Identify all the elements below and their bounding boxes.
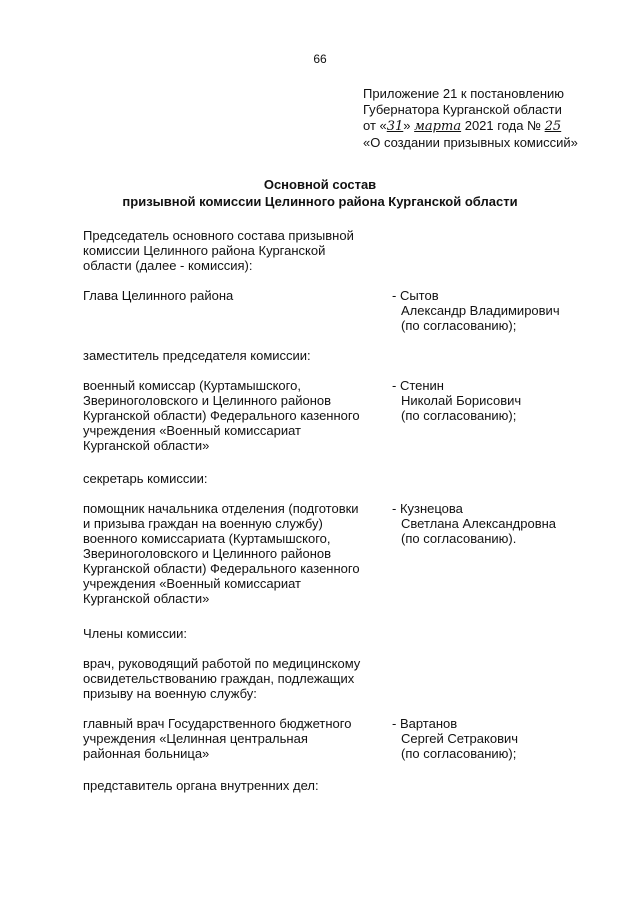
title-line-1: Основной состав bbox=[263, 177, 377, 192]
name-line: - Стенин bbox=[392, 378, 444, 393]
deputy-heading bbox=[83, 348, 383, 363]
text-line: главный врач Государственного бюджетного bbox=[83, 716, 352, 731]
text-line: Глава Целинного района bbox=[83, 288, 234, 303]
date-prefix: от « bbox=[363, 118, 387, 133]
text-line: области (далее - комиссия): bbox=[83, 258, 253, 273]
appendix-line-4: «О создании призывных комиссий» bbox=[363, 135, 578, 150]
text-line: Члены комиссии: bbox=[83, 626, 188, 641]
text-line: учреждения «Целинная центральная bbox=[83, 731, 308, 746]
text-line: районная больница» bbox=[83, 746, 210, 761]
name-line: Сергей Сетракович bbox=[401, 731, 519, 746]
text-line: комиссии Целинного района Курганской bbox=[83, 243, 326, 258]
chairman-heading bbox=[83, 228, 383, 273]
text-line: учреждения «Военный комиссариат bbox=[83, 576, 302, 591]
text-line: Курганской области) Федерального казенного bbox=[83, 408, 360, 423]
text-line: военный комиссар (Куртамышского, bbox=[83, 378, 301, 393]
doctor-heading bbox=[83, 656, 383, 701]
doctor-position bbox=[83, 716, 383, 761]
chairman-position bbox=[83, 288, 383, 303]
name-line: - Вартанов bbox=[392, 716, 458, 731]
text-line: Курганской области» bbox=[83, 591, 210, 606]
handwritten-number: 25 bbox=[544, 119, 562, 134]
name-line: (по согласованию); bbox=[401, 746, 517, 761]
appendix-header bbox=[363, 86, 578, 151]
text-line: Курганской области» bbox=[83, 438, 210, 453]
chairman-name bbox=[392, 288, 602, 333]
text-line: учреждения «Военный комиссариат bbox=[83, 423, 302, 438]
secretary-position bbox=[83, 501, 383, 606]
text-line: заместитель председателя комиссии: bbox=[83, 348, 311, 363]
text-line: освидетельствованию граждан, подлежащих bbox=[83, 671, 355, 686]
secretary-heading bbox=[83, 471, 383, 486]
name-line: Светлана Александровна bbox=[401, 516, 557, 531]
page-number: 66 bbox=[313, 52, 327, 66]
name-line: - Кузнецова bbox=[392, 501, 463, 516]
members-heading bbox=[83, 626, 383, 641]
text-line: Председатель основного состава призывной bbox=[83, 228, 354, 243]
text-line: военного комиссариата (Куртамышского, bbox=[83, 531, 331, 546]
text-line: Звериноголовского и Целинного районов bbox=[83, 393, 332, 408]
name-line: Николай Борисович bbox=[401, 393, 522, 408]
name-line: (по согласованию); bbox=[401, 408, 517, 423]
doctor-name bbox=[392, 716, 602, 761]
name-line: (по согласованию); bbox=[401, 318, 517, 333]
text-line: и призыва граждан на военную службу) bbox=[83, 516, 323, 531]
date-quote-close: » bbox=[403, 118, 411, 133]
text-line: призыву на военную службу: bbox=[83, 686, 257, 701]
text-line: помощник начальника отделения (подготовки bbox=[83, 501, 359, 516]
text-line: Курганской области) Федерального казенного bbox=[83, 561, 360, 576]
police-heading bbox=[83, 778, 383, 793]
title-line-2: призывной комиссии Целинного района Курганской области bbox=[122, 194, 518, 209]
appendix-line-3 bbox=[363, 118, 578, 135]
deputy-position bbox=[83, 378, 383, 453]
name-line: (по согласованию). bbox=[401, 531, 517, 546]
handwritten-day: 31 bbox=[386, 119, 404, 134]
text-line: секретарь комиссии: bbox=[83, 471, 208, 486]
document-title bbox=[0, 176, 640, 210]
deputy-name bbox=[392, 378, 602, 423]
appendix-line-1: Приложение 21 к постановлению bbox=[363, 86, 565, 101]
text-line: врач, руководящий работой по медицинскому bbox=[83, 656, 361, 671]
date-year: 2021 года № bbox=[464, 118, 542, 133]
handwritten-month: марта bbox=[414, 119, 462, 134]
name-line: Александр Владимирович bbox=[401, 303, 560, 318]
appendix-line-2: Губернатора Курганской области bbox=[363, 102, 562, 117]
name-line: - Сытов bbox=[392, 288, 439, 303]
text-line: представитель органа внутренних дел: bbox=[83, 778, 319, 793]
text-line: Звериноголовского и Целинного районов bbox=[83, 546, 332, 561]
secretary-name bbox=[392, 501, 602, 546]
